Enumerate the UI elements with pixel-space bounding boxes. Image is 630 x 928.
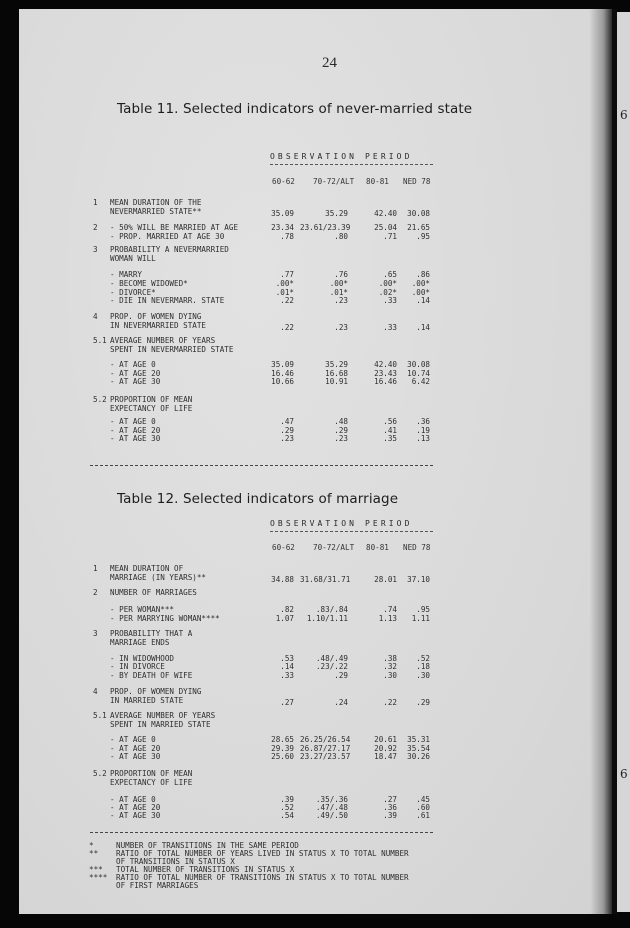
row-label: AVERAGE NUMBER OF YEARS bbox=[110, 336, 216, 345]
cell-value: .82 bbox=[280, 605, 294, 614]
row-number: 1 bbox=[93, 564, 98, 573]
row-label: IN NEVERMARRIED STATE bbox=[110, 320, 207, 330]
row-label: - AT AGE 30 bbox=[110, 811, 161, 820]
cell-value: 28.01 bbox=[374, 575, 397, 584]
adjacent-page-glyph: 6 bbox=[620, 108, 628, 122]
cell-value: .27 bbox=[383, 795, 397, 804]
cell-value: 10.74 bbox=[407, 369, 430, 378]
cell-value: 42.40 bbox=[374, 209, 397, 218]
row-label: PROPORTION OF MEAN bbox=[110, 769, 193, 778]
cell-value: .95 bbox=[416, 232, 430, 241]
cell-value: .23 bbox=[334, 323, 348, 332]
cell-value: .33 bbox=[383, 296, 397, 305]
col-header-80-81: 80-81 bbox=[366, 543, 389, 552]
row-number: 5.1 bbox=[93, 336, 107, 345]
cell-value: .13 bbox=[416, 434, 430, 443]
row-label: - AT AGE 0 bbox=[110, 735, 156, 744]
cell-value: .45 bbox=[416, 795, 430, 804]
cell-value: 30.08 bbox=[407, 209, 430, 218]
cell-value: 26.25/26.54 bbox=[300, 735, 351, 744]
cell-value: .74 bbox=[383, 605, 397, 614]
cell-value: .23 bbox=[334, 296, 348, 305]
cell-value: .24 bbox=[334, 698, 348, 707]
cell-value: .29 bbox=[280, 426, 294, 435]
cell-value: .14 bbox=[416, 323, 430, 332]
cell-value: .00* bbox=[378, 279, 397, 288]
cell-value: .22 bbox=[280, 296, 294, 305]
row-number: 5.2 bbox=[93, 395, 107, 404]
cell-value: 35.29 bbox=[325, 360, 348, 369]
cell-value: .23/.22 bbox=[315, 662, 348, 671]
cell-value: .80 bbox=[334, 232, 348, 241]
cell-value: .47/.48 bbox=[315, 803, 348, 812]
row-label: - DIE IN NEVERMARR. STATE bbox=[110, 296, 225, 305]
cell-value: 1.10/1.11 bbox=[306, 614, 348, 623]
cell-value: .78 bbox=[280, 232, 294, 241]
cell-value: .41 bbox=[383, 426, 397, 435]
row-label: - IN WIDOWHOOD bbox=[110, 654, 175, 663]
cell-value: .35/.36 bbox=[315, 795, 348, 804]
row-label: - DIVORCE* bbox=[110, 288, 156, 297]
cell-value: .54 bbox=[280, 811, 294, 820]
footnote-mark: **** bbox=[89, 873, 108, 882]
row-label: - IN DIVORCE bbox=[110, 662, 165, 671]
col-header-ned-78: NED 78 bbox=[403, 543, 431, 552]
cell-value: 26.87/27.17 bbox=[300, 744, 351, 753]
cell-value: .53 bbox=[280, 654, 294, 663]
cell-value: 31.68/31.71 bbox=[300, 575, 351, 584]
cell-value: .52 bbox=[280, 803, 294, 812]
row-label: - PER MARRYING WOMAN**** bbox=[110, 614, 220, 623]
cell-value: 35.09 bbox=[271, 360, 294, 369]
row-number: 3 bbox=[93, 245, 98, 254]
cell-value: .36 bbox=[416, 417, 430, 426]
row-label: - PROP. MARRIED AT AGE 30 bbox=[110, 232, 225, 241]
cell-value: .36 bbox=[383, 803, 397, 812]
cell-value: 23.43 bbox=[374, 369, 397, 378]
row-label: - AT AGE 20 bbox=[110, 803, 161, 812]
cell-value: .00* bbox=[411, 288, 430, 297]
cell-value: 18.47 bbox=[374, 752, 397, 761]
row-label: MEAN DURATION OF THE bbox=[110, 198, 202, 207]
footnote-mark: *** bbox=[89, 865, 103, 874]
col-header-70-72-alt: 70-72/ALT bbox=[313, 543, 355, 552]
cell-value: .38 bbox=[383, 654, 397, 663]
row-label: - AT AGE 20 bbox=[110, 426, 161, 435]
row-number: 1 bbox=[93, 198, 98, 207]
col-header-80-81: 80-81 bbox=[366, 177, 389, 186]
cell-value: .23 bbox=[280, 434, 294, 443]
cell-value: 16.68 bbox=[325, 369, 348, 378]
cell-value: .32 bbox=[383, 662, 397, 671]
row-label: - AT AGE 0 bbox=[110, 417, 156, 426]
cell-value: .39 bbox=[383, 811, 397, 820]
row-label: NUMBER OF MARRIAGES bbox=[110, 588, 197, 597]
row-number: 4 bbox=[93, 687, 98, 696]
cell-value: .61 bbox=[416, 811, 430, 820]
cell-value: .29 bbox=[334, 671, 348, 680]
row-number: 2 bbox=[93, 588, 98, 597]
cell-value: 30.08 bbox=[407, 360, 430, 369]
cell-value: 20.92 bbox=[374, 744, 397, 753]
row-label: - 50% WILL BE MARRIED AT AGE bbox=[110, 223, 239, 232]
col-header-60-62: 60-62 bbox=[272, 177, 295, 186]
cell-value: 29.39 bbox=[271, 744, 294, 753]
row-label: - AT AGE 0 bbox=[110, 360, 156, 369]
row-label: PROP. OF WOMEN DYING bbox=[110, 687, 202, 696]
cell-value: 35.29 bbox=[325, 209, 348, 218]
table12-title: Table 12. Selected indicators of marriage bbox=[117, 491, 399, 507]
row-label: PROP. OF WOMEN DYING bbox=[110, 312, 202, 321]
table11-header-rule bbox=[270, 164, 433, 165]
row-label: - AT AGE 20 bbox=[110, 369, 161, 378]
cell-value: 25.60 bbox=[271, 752, 294, 761]
col-header-70-72-alt: 70-72/ALT bbox=[313, 177, 355, 186]
cell-value: 21.65 bbox=[407, 223, 430, 232]
cell-value: .23 bbox=[334, 434, 348, 443]
cell-value: 23.61/23.39 bbox=[300, 223, 351, 232]
adjacent-page-glyph: 6 bbox=[620, 767, 628, 781]
cell-value: .86 bbox=[416, 270, 430, 279]
cell-value: .33 bbox=[280, 671, 294, 680]
cell-value: .65 bbox=[383, 270, 397, 279]
cell-value: 34.88 bbox=[271, 575, 294, 584]
cell-value: 10.91 bbox=[325, 377, 348, 386]
cell-value: .30 bbox=[416, 671, 430, 680]
cell-value: .56 bbox=[383, 417, 397, 426]
cell-value: .01* bbox=[275, 288, 294, 297]
footnote-text: TOTAL NUMBER OF TRANSITIONS IN STATUS X bbox=[116, 865, 295, 874]
row-label: MARRIAGE ENDS bbox=[110, 637, 170, 647]
footnote-mark: ** bbox=[89, 849, 99, 858]
cell-value: .19 bbox=[416, 426, 430, 435]
cell-value: .14 bbox=[280, 662, 294, 671]
row-label: EXPECTANCY OF LIFE bbox=[110, 403, 193, 413]
cell-value: 25.04 bbox=[374, 223, 397, 232]
table12-header-rule bbox=[270, 531, 433, 532]
col-header-ned-78: NED 78 bbox=[403, 177, 431, 186]
cell-value: .83/.84 bbox=[315, 605, 348, 614]
table11-observation-header: OBSERVATION PERIOD bbox=[270, 152, 413, 161]
cell-value: 1.11 bbox=[411, 614, 430, 623]
cell-value: .60 bbox=[416, 803, 430, 812]
cell-value: 23.34 bbox=[271, 223, 294, 232]
cell-value: 35.31 bbox=[407, 735, 430, 744]
cell-value: 30.26 bbox=[407, 752, 430, 761]
cell-value: .01* bbox=[329, 288, 348, 297]
cell-value: .48/.49 bbox=[315, 654, 348, 663]
cell-value: .35 bbox=[383, 434, 397, 443]
cell-value: 37.10 bbox=[407, 575, 430, 584]
table11-column-headers bbox=[0, 178, 590, 220]
row-label: MEAN DURATION OF bbox=[110, 564, 184, 573]
footnote-text: OF FIRST MARRIAGES bbox=[116, 881, 199, 891]
footnote-text: NUMBER OF TRANSITIONS IN THE SAME PERIOD bbox=[116, 841, 299, 850]
footnote-separator-rule bbox=[90, 832, 433, 833]
cell-value: 28.65 bbox=[271, 735, 294, 744]
row-label: IN MARRIED STATE bbox=[110, 695, 184, 705]
cell-value: .14 bbox=[416, 296, 430, 305]
row-label: SPENT IN NEVERMARRIED STATE bbox=[110, 344, 234, 354]
footnote-text: OF TRANSITIONS IN STATUS X bbox=[116, 857, 235, 867]
cell-value: 16.46 bbox=[271, 369, 294, 378]
cell-value: .22 bbox=[383, 698, 397, 707]
col-header-60-62: 60-62 bbox=[272, 543, 295, 552]
row-label: PROPORTION OF MEAN bbox=[110, 395, 193, 404]
cell-value: .22 bbox=[280, 323, 294, 332]
table12-observation-header: OBSERVATION PERIOD bbox=[270, 519, 413, 528]
row-label: PROBABILITY THAT A bbox=[110, 629, 193, 638]
cell-value: 35.09 bbox=[271, 209, 294, 218]
cell-value: .47 bbox=[280, 417, 294, 426]
row-label: - BY DEATH OF WIFE bbox=[110, 671, 193, 680]
row-label: NEVERMARRIED STATE** bbox=[110, 206, 202, 216]
cell-value: .00* bbox=[329, 279, 348, 288]
row-number: 2 bbox=[93, 223, 98, 232]
cell-value: 10.66 bbox=[271, 377, 294, 386]
cell-value: 35.54 bbox=[407, 744, 430, 753]
row-label: SPENT IN MARRIED STATE bbox=[110, 719, 211, 729]
row-label: - AT AGE 30 bbox=[110, 434, 161, 443]
row-label: - AT AGE 30 bbox=[110, 752, 161, 761]
footnote-mark: * bbox=[89, 841, 94, 850]
table11-title: Table 11. Selected indicators of never-married state bbox=[117, 101, 473, 117]
page-binding-shadow bbox=[590, 9, 612, 914]
cell-value: .52 bbox=[416, 654, 430, 663]
row-label: - MARRY bbox=[110, 270, 143, 279]
cell-value: .00* bbox=[411, 279, 430, 288]
cell-value: .29 bbox=[334, 426, 348, 435]
row-number: 5.2 bbox=[93, 769, 107, 778]
cell-value: 6.42 bbox=[411, 377, 430, 386]
cell-value: .48 bbox=[334, 417, 348, 426]
cell-value: .30 bbox=[383, 671, 397, 680]
row-label: PROBABILITY A NEVERMARRIED bbox=[110, 245, 229, 254]
cell-value: 16.46 bbox=[374, 377, 397, 386]
cell-value: .71 bbox=[383, 232, 397, 241]
cell-value: .49/.50 bbox=[315, 811, 348, 820]
cell-value: .18 bbox=[416, 662, 430, 671]
footnote-text: RATIO OF TOTAL NUMBER OF TRANSITIONS IN STATUS X TO TOTAL NUMBER bbox=[116, 873, 409, 882]
page-number: 24 bbox=[322, 55, 337, 71]
cell-value: .02* bbox=[378, 288, 397, 297]
cell-value: .77 bbox=[280, 270, 294, 279]
cell-value: 23.27/23.57 bbox=[300, 752, 351, 761]
cell-value: 42.40 bbox=[374, 360, 397, 369]
row-label: - PER WOMAN*** bbox=[110, 605, 175, 614]
cell-value: .00* bbox=[275, 279, 294, 288]
row-label: - AT AGE 0 bbox=[110, 795, 156, 804]
cell-value: .33 bbox=[383, 323, 397, 332]
table12-column-headers bbox=[0, 544, 590, 586]
cell-value: .95 bbox=[416, 605, 430, 614]
cell-value: 1.07 bbox=[275, 614, 294, 623]
cell-value: 20.61 bbox=[374, 735, 397, 744]
row-label: - AT AGE 20 bbox=[110, 744, 161, 753]
row-number: 3 bbox=[93, 629, 98, 638]
row-label: AVERAGE NUMBER OF YEARS bbox=[110, 711, 216, 720]
cell-value: .29 bbox=[416, 698, 430, 707]
cell-value: .27 bbox=[280, 698, 294, 707]
cell-value: .76 bbox=[334, 270, 348, 279]
row-number: 4 bbox=[93, 312, 98, 321]
table-separator-rule bbox=[90, 465, 433, 466]
row-label: WOMAN WILL bbox=[110, 253, 156, 263]
row-label: MARRIAGE (IN YEARS)** bbox=[110, 572, 207, 582]
row-label: - AT AGE 30 bbox=[110, 377, 161, 386]
cell-value: .39 bbox=[280, 795, 294, 804]
cell-value: 1.13 bbox=[378, 614, 397, 623]
footnote-text: RATIO OF TOTAL NUMBER OF YEARS LIVED IN STATUS X TO TOTAL NUMBER bbox=[116, 849, 409, 858]
row-label: EXPECTANCY OF LIFE bbox=[110, 777, 193, 787]
row-number: 5.1 bbox=[93, 711, 107, 720]
scanned-page bbox=[19, 9, 609, 914]
row-label: - BECOME WIDOWED* bbox=[110, 279, 188, 288]
